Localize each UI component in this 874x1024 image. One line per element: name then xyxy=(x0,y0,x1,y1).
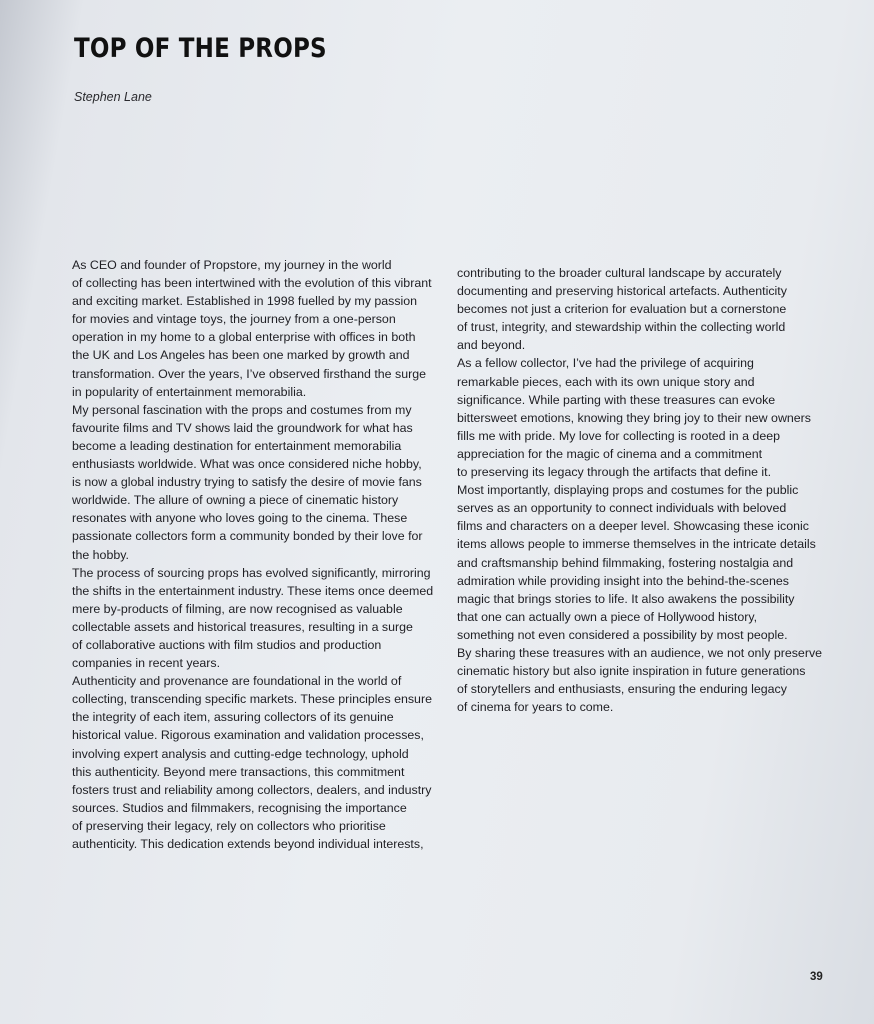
text-line: cinematic history but also ignite inspiration in future generations xyxy=(457,664,806,679)
text-line: collectable assets and historical treasures, resulting in a surge xyxy=(72,619,413,634)
text-line: By sharing these treasures with an audience, we not only preserve xyxy=(457,645,823,660)
text-line: fosters trust and reliability among collectors, dealers, and industry xyxy=(72,782,432,797)
text-line: companies in recent years. xyxy=(72,656,221,671)
text-line: the integrity of each item, assuring collectors of its genuine xyxy=(72,710,394,725)
text-line: the hobby. xyxy=(72,547,129,562)
text-line: involving expert analysis and cutting-edge technology, uphold xyxy=(72,746,409,761)
text-line: to preserving its legacy through the artifacts that define it. xyxy=(457,465,772,480)
text-line: of storytellers and enthusiasts, ensuring the enduring legacy xyxy=(457,682,787,697)
text-line: this authenticity. Beyond mere transactions, this commitment xyxy=(72,764,405,779)
text-line: historical value. Rigorous examination and validation processes, xyxy=(72,728,424,743)
text-line: of trust, integrity, and stewardship within the collecting world xyxy=(457,320,786,335)
text-line: magic that brings stories to life. It also awakens the possibility xyxy=(457,591,795,606)
text-line: the UK and Los Angeles has been one marked by growth and xyxy=(72,348,410,363)
text-line: serves as an opportunity to connect individuals with beloved xyxy=(457,501,787,516)
text-line: significance. While parting with these treasures can evoke xyxy=(457,392,776,407)
text-line: and exciting market. Established in 1998 fuelled by my passion xyxy=(72,294,418,309)
text-line: for movies and vintage toys, the journey from a one-person xyxy=(72,312,396,327)
text-line: worldwide. The allure of owning a piece of cinematic history xyxy=(72,493,399,508)
text-line: favourite films and TV shows laid the groundwork for what has xyxy=(72,420,413,435)
text-line: fills me with pride. My love for collecting is rooted in a deep xyxy=(457,428,780,443)
right-text-column xyxy=(457,264,825,716)
author-byline: Stephen Lane xyxy=(74,90,152,104)
text-line: remarkable pieces, each with its own unique story and xyxy=(457,374,755,389)
text-line: As a fellow collector, I’ve had the privilege of acquiring xyxy=(457,356,754,371)
text-line: sources. Studios and filmmakers, recognising the importance xyxy=(72,800,407,815)
text-line: that one can actually own a piece of Hollywood history, xyxy=(457,609,758,624)
text-line: and beyond. xyxy=(457,338,526,353)
text-line: resonates with anyone who loves going to the cinema. These xyxy=(72,511,408,526)
text-line: of collaborative auctions with film studios and production xyxy=(72,637,382,652)
text-line: My personal fascination with the props and costumes from my xyxy=(72,402,412,417)
text-line: mere by-products of filming, are now recognised as valuable xyxy=(72,601,403,616)
text-line: collecting, transcending specific markets. These principles ensure xyxy=(72,692,432,707)
text-line: of collecting has been intertwined with the evolution of this vibrant xyxy=(72,276,432,291)
text-line: enthusiasts worldwide. What was once considered niche hobby, xyxy=(72,457,422,472)
text-line: admiration while providing insight into the behind-the-scenes xyxy=(457,573,789,588)
text-line: items allows people to immerse themselves in the intricate details xyxy=(457,537,816,552)
text-line: of preserving their legacy, rely on collectors who prioritise xyxy=(72,818,386,833)
text-line: As CEO and founder of Propstore, my journey in the world xyxy=(72,258,392,272)
text-line: contributing to the broader cultural landscape by accurately xyxy=(457,266,782,280)
text-line: authenticity. This dedication extends beyond individual interests, xyxy=(72,837,424,851)
text-line: something not even considered a possibility by most people. xyxy=(457,627,788,642)
text-line: becomes not just a criterion for evaluation but a cornerstone xyxy=(457,302,787,317)
text-line: become a leading destination for entertainment memorabilia xyxy=(72,438,402,453)
article-title: TOP OF THE PROPS xyxy=(74,34,327,64)
page-number: 39 xyxy=(810,971,823,983)
text-line: the shifts in the entertainment industry. These items once deemed xyxy=(72,583,434,598)
text-line: and craftsmanship behind filmmaking, fostering nostalgia and xyxy=(457,555,794,570)
text-line: Most importantly, displaying props and costumes for the public xyxy=(457,483,799,498)
text-line: passionate collectors form a community bonded by their love for xyxy=(72,529,423,544)
text-line: operation in my home to a global enterprise with offices in both xyxy=(72,330,416,345)
text-line: films and characters on a deeper level. Showcasing these iconic xyxy=(457,519,809,534)
text-line: The process of sourcing props has evolved significantly, mirroring xyxy=(72,565,431,580)
text-line: of cinema for years to come. xyxy=(457,700,614,715)
left-text-column xyxy=(72,256,452,853)
text-line: Authenticity and provenance are foundational in the world of xyxy=(72,674,402,689)
text-line: bittersweet emotions, knowing they bring joy to their new owners xyxy=(457,410,811,425)
text-line: appreciation for the magic of cinema and a commitment xyxy=(457,446,763,461)
text-line: in popularity of entertainment memorabilia. xyxy=(72,384,307,399)
text-line: documenting and preserving historical artefacts. Authenticity xyxy=(457,284,787,299)
text-line: is now a global industry trying to satisfy the desire of movie fans xyxy=(72,475,422,490)
text-line: transformation. Over the years, I’ve observed firsthand the surge xyxy=(72,366,426,381)
